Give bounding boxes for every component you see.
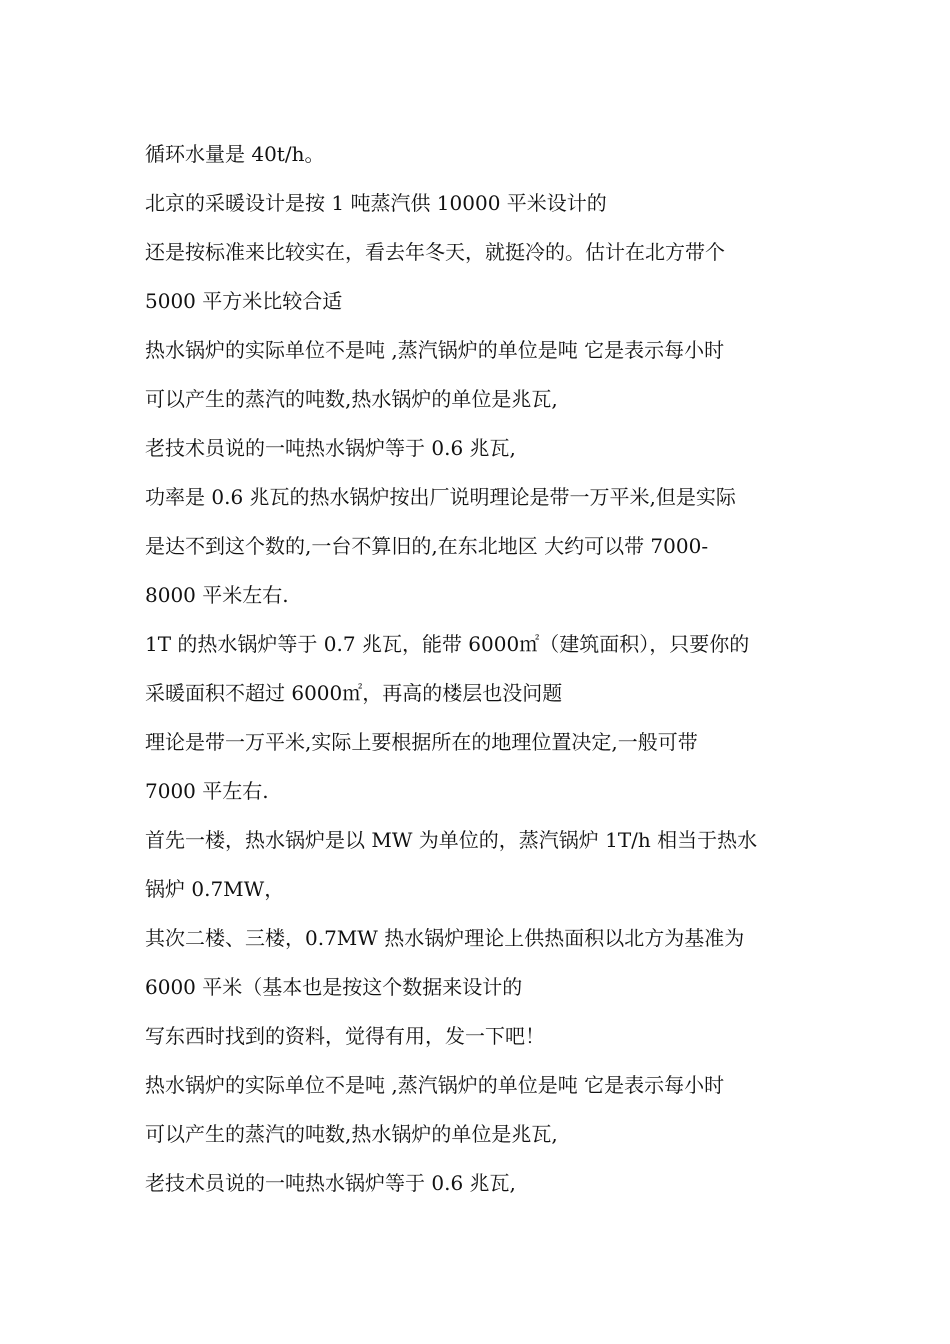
text-line: 理论是带一万平米,实际上要根据所在的地理位置决定,一般可带 [145, 730, 698, 754]
text-line: 5000 平方米比较合适 [145, 289, 343, 313]
text-line: 可以产生的蒸汽的吨数,热水锅炉的单位是兆瓦, [145, 387, 558, 411]
text-line: 其次二楼、三楼，0.7MW 热水锅炉理论上供热面积以北方为基准为 [145, 926, 745, 950]
text-line: 还是按标准来比较实在，看去年冬天，就挺冷的。估计在北方带个 [145, 240, 725, 264]
text-line: 可以产生的蒸汽的吨数,热水锅炉的单位是兆瓦, [145, 1122, 558, 1146]
text-line: 写东西时找到的资料，觉得有用，发一下吧！ [145, 1024, 545, 1048]
text-line: 热水锅炉的实际单位不是吨 ,蒸汽锅炉的单位是吨 它是表示每小时 [145, 1073, 725, 1097]
text-line: 老技术员说的一吨热水锅炉等于 0.6 兆瓦, [145, 1171, 516, 1195]
text-line: 锅炉 0.7MW， [145, 877, 285, 901]
text-line: 首先一楼，热水锅炉是以 MW 为单位的，蒸汽锅炉 1T/h 相当于热水 [145, 828, 758, 852]
text-line: 热水锅炉的实际单位不是吨 ,蒸汽锅炉的单位是吨 它是表示每小时 [145, 338, 725, 362]
text-line: 老技术员说的一吨热水锅炉等于 0.6 兆瓦, [145, 436, 516, 460]
text-line: 功率是 0.6 兆瓦的热水锅炉按出厂说明理论是带一万平米,但是实际 [145, 485, 736, 509]
document-body [145, 130, 810, 1208]
text-line: 1T 的热水锅炉等于 0.7 兆瓦，能带 6000㎡（建筑面积），只要你的 [145, 632, 750, 656]
text-line: 循环水量是 40t/h。 [145, 142, 325, 166]
text-line: 8000 平米左右. [145, 583, 289, 607]
text-line: 是达不到这个数的,一台不算旧的,在东北地区 大约可以带 7000- [145, 534, 709, 558]
text-line: 采暖面积不超过 6000㎡，再高的楼层也没问题 [145, 681, 563, 705]
text-line: 7000 平左右. [145, 779, 269, 803]
text-line: 北京的采暖设计是按 1 吨蒸汽供 10000 平米设计的 [145, 191, 607, 215]
text-line: 6000 平米（基本也是按这个数据来设计的 [145, 975, 523, 999]
